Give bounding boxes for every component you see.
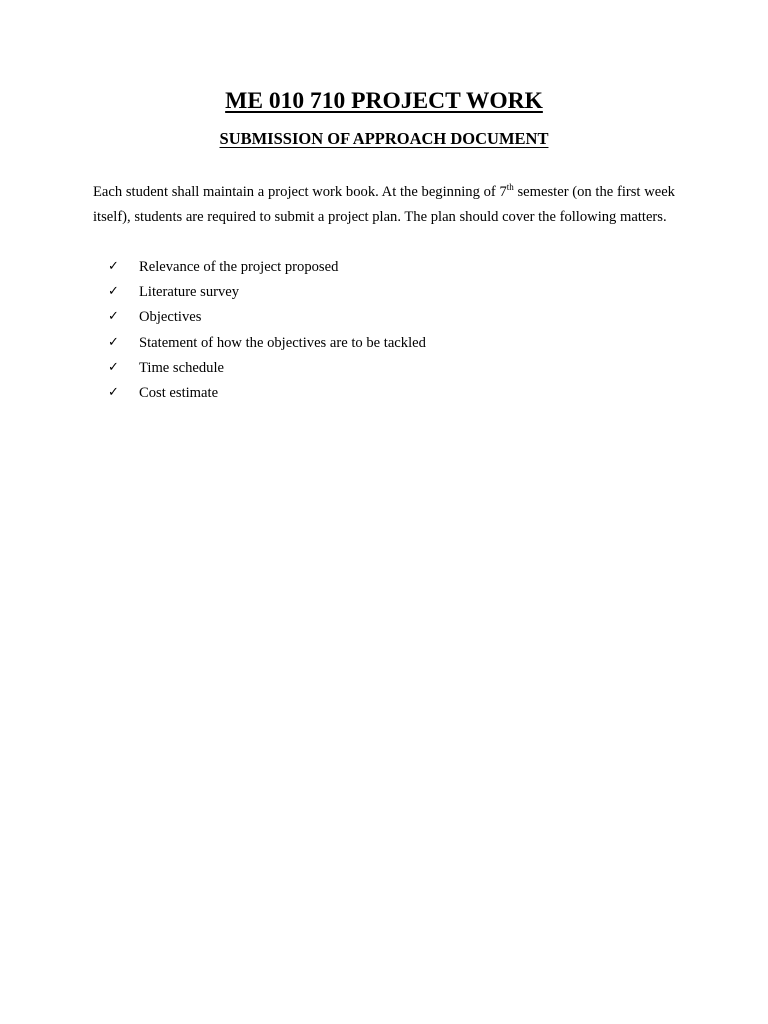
checklist-item	[108, 333, 426, 358]
checklist-item	[108, 358, 426, 383]
check-mark-icon: ✓	[108, 384, 119, 400]
checklist-item-text: Literature survey	[139, 284, 240, 301]
checklist-item-text: Time schedule	[139, 359, 224, 376]
document-title: ME 010 710 PROJECT WORK	[225, 88, 543, 114]
checklist-item-text: Relevance of the project proposed	[139, 259, 339, 275]
check-mark-icon: ✓	[108, 334, 119, 350]
checklist-item	[108, 257, 426, 282]
intro-text-end: semester (on the first week itself), students are required to submit a project plan. The plan should cover the following matters.	[93, 184, 675, 226]
checklist-item	[108, 307, 426, 332]
check-mark-icon: ✓	[108, 259, 119, 274]
intro-paragraph	[93, 180, 675, 231]
check-mark-icon: ✓	[108, 309, 119, 325]
matters-checklist	[108, 257, 426, 408]
checklist-item-text: Statement of how the objectives are to be tackled	[139, 334, 426, 351]
checklist-item-text: Objectives	[139, 309, 202, 326]
checklist-item	[108, 383, 426, 408]
check-mark-icon: ✓	[108, 284, 119, 300]
check-mark-icon: ✓	[108, 359, 119, 375]
checklist-item-text: Cost estimate	[139, 384, 219, 401]
checklist-item	[108, 282, 426, 307]
ordinal-superscript: th	[506, 182, 514, 192]
document-subtitle: SUBMISSION OF APPROACH DOCUMENT	[219, 129, 549, 148]
intro-text-start: Each student shall maintain a project work book. At the beginning of 7	[93, 184, 507, 200]
